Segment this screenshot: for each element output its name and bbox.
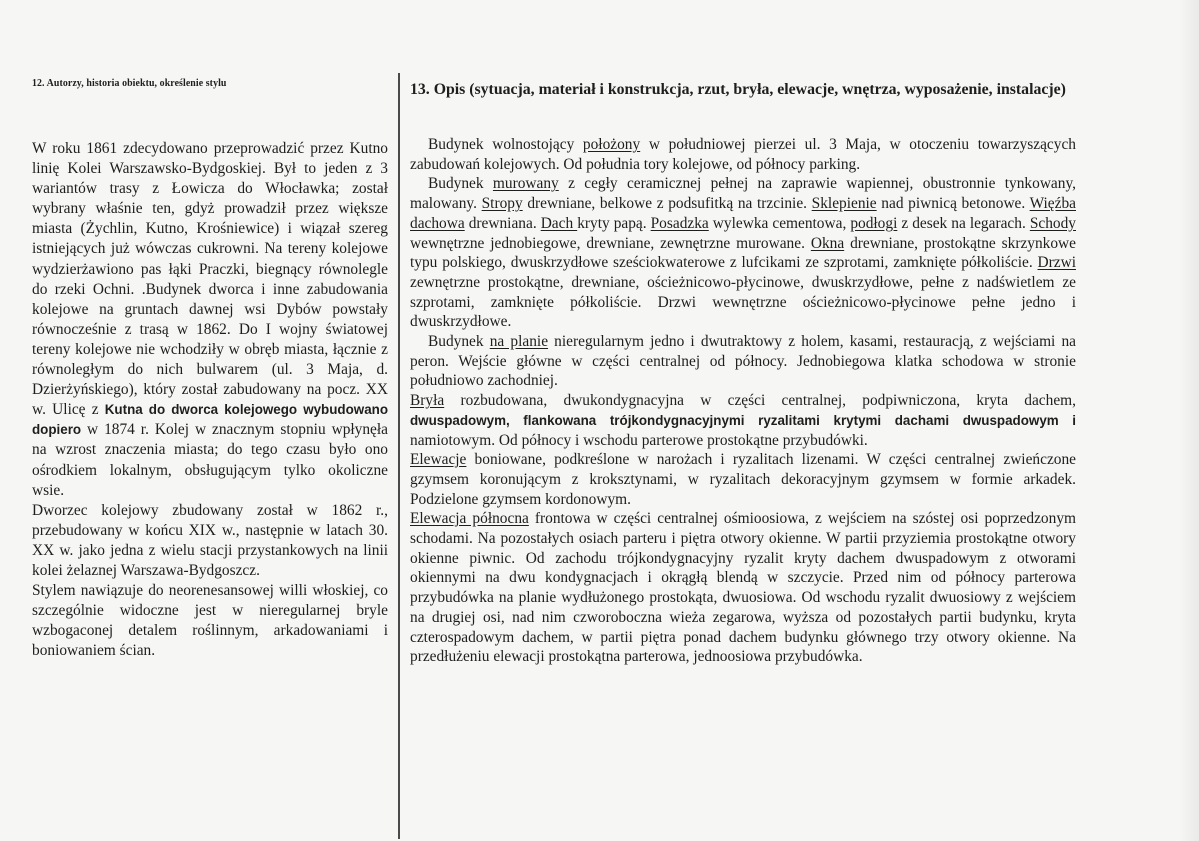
underlined-term: podłogi <box>850 214 898 232</box>
left-column <box>32 78 388 660</box>
underlined-term: Elewacje <box>410 451 467 469</box>
text-run: frontowa w części centralnej ośmioosiowa, z wejściem na szóstej osi poprzedzonym schodami. Na pozostałych osiach parteru i piętra otwory okienne. W partii przyziemia prostokątne otwory okienne piwnic. Od zachodu trójkondygnacyjny ryzalit kryty dachem dwuspadowym z otworami okiennymi na dwu kondygnacjach i okrągłą blendą w szczycie. Przed nim od północy parterowa przybudówka na planie wydłużonego prostokąta, dwuosiowa. Od wschodu ryzalit dwuosiowy z wejściem na drugiej osi, nad nim czworoboczna wieża zegarowa, wyższa od pozostałych partii budynku, kryta czterospadowym dachem, w partii piętra ponad dachem budynku głównego trzy otwory okienne. Na przedłużeniu elewacji prostokątna parterowa, jednoosiowa przybudówka. <box>410 510 1076 666</box>
text-run: w południowej pierzei ul. 3 Maja, w otoczeniu towarzyszących zabudowań kolejowych. Od południa tory kolejowe, od północy parking. <box>410 136 1076 173</box>
text-run: namiotowym. Od północy i wschodu parterowe prostokątne przybudówki. <box>410 431 868 449</box>
style-paragraph <box>32 581 388 661</box>
underlined-term: Drzwi <box>1037 254 1076 272</box>
text-run: Budynek <box>428 333 490 351</box>
underlined-term: na planie <box>489 333 549 351</box>
text-run: wylewka cementowa, <box>708 214 851 232</box>
text-run: kryty papą. <box>577 214 651 232</box>
underlined-term: Stropy <box>481 195 523 213</box>
text-run: Budynek wolnostojący <box>428 136 583 153</box>
massing-paragraph <box>410 391 1076 450</box>
situation-paragraph <box>410 135 1076 174</box>
underlined-term: Okna <box>810 234 845 252</box>
section-13-body <box>410 135 1076 667</box>
text-run: boniowane, podkreślone w narożach i ryzalitach lizenami. W części centralnej zwieńczone gzymsem koronującym z kroksztynami, w ryzalitach dekoracyjnym gzymsem w formie arkadek. Podzielone gzymsem kordonowym. <box>410 451 1076 508</box>
text-run: z cegły ceramicznej pełnej na zaprawie wapiennej, obustronnie tynkowany, malowany. <box>410 175 1076 213</box>
text-run: drewniane, belkowe z podsufitką na trzcinie. <box>522 195 812 213</box>
section-12-body <box>32 139 388 661</box>
section-12-heading: 12. Autorzy, historia obiektu, określenie stylu <box>32 78 227 89</box>
text-run: nad piwnicą betonowe. <box>876 195 1030 213</box>
bold-text-run: dwuspadowym, flankowana trójkondygnacyjnymi ryzalitami krytymi dachami dwuspadowym i <box>410 412 1076 428</box>
text-run: Dworzec kolejowy zbudowany został w 1862 r., przebudowany w końcu XIX w., następnie w latach 30. XX w. jako jedna z wielu stacji przystankowych na linii kolei żelaznej Warszawa-Bydgoszcz. <box>32 501 388 579</box>
plan-paragraph <box>410 332 1076 391</box>
bold-text-run: Kutna do dworca kolejowego wybudowano dopiero <box>32 402 388 438</box>
underlined-term: Elewacja północna <box>410 510 529 528</box>
text-run: drewniane, prostokątne skrzynkowe typu polskiego, dwuskrzydłowe sześciokwaterowe z lufcikami ze szprotami, zamknięte półkoliście. <box>410 234 1076 272</box>
underlined-term: Więźba dachowa <box>410 195 1076 232</box>
column-divider <box>398 73 400 839</box>
underlined-term: Dach <box>540 214 578 232</box>
text-run: z desek na legarach. <box>897 214 1030 232</box>
materials-paragraph <box>410 174 1076 332</box>
text-run: wewnętrzne jednobiegowe, drewniane, zewnętrzne murowane. <box>410 234 811 252</box>
text-run: W roku 1861 zdecydowano przeprowadzić przez Kutno linię Kolei Warszawsko-Bydgoskiej. Był to jeden z 3 wariantów trasy z Łowicza do Włocławka; został wybrany właśnie ten, gdyż prowadził przez większe miasta (Żychlin, Kutno, Krośniewice) i wiązał szereg istniejących już wówczas cukrowni. Na tereny kolejowe wydzierżawiono pas łąki Praczki, biegnący równolegle do rzeki Ochni. .Budynek dworca i inne zabudowania kolejowe na gruntach dawnej wsi Dybów powstały równocześnie z trasą w 1862. Do I wojny światowej tereny kolejowe nie wchodziły w obręb miasta, łącznie z równoległym do nich bulwarem (ul. 3 Maja, d. Dzierżyńskiego), który został zabudowany na pocz. XX w. Ulicę z <box>32 140 388 419</box>
text-run: Budynek <box>428 175 493 193</box>
underlined-term: Bryła <box>410 392 445 410</box>
underlined-term: Schody <box>1029 214 1076 232</box>
section-13-heading: 13. Opis (sytuacja, materiał i konstrukcja, rzut, bryła, elewacje, wnętrza, wyposażenie, instalacje) <box>410 81 1066 98</box>
north-elevation-paragraph <box>410 509 1076 667</box>
page-edge-shadow <box>1179 0 1199 841</box>
text-run: drewniana. <box>464 214 541 232</box>
elevations-paragraph <box>410 450 1076 509</box>
history-paragraph <box>32 139 388 501</box>
underlined-term: Sklepienie <box>811 195 877 213</box>
underlined-term: położony <box>582 136 641 153</box>
text-run: w 1874 r. Kolej w znacznym stopniu wpłynęła na wzrost znaczenia miasta; do tego czasu było ono ośrodkiem lokalnym, obsługującym tylko okoliczne wsie. <box>32 421 388 499</box>
text-run: Stylem nawiązuje do neorenesansowej willi włoskiej, co szczególnie widoczne jest w nieregularnej bryle wzbogaconej detalem roślinnym, arkadowaniami i boniowaniem ścian. <box>32 582 388 660</box>
text-run: zewnętrzne prostokątne, drewniane, ościeżnicowo-płycinowe, dwuskrzydłowe, pełne z nadświetlem ze szprotami, zamknięte półkoliście. Drzwi wewnętrzne ościeżnicowo-płycinowe pełne jedno i dwuskrzydłowe. <box>410 273 1076 331</box>
text-run: rozbudowana, dwukondygnacyjna w części centralnej, podpiwniczona, kryta dachem, <box>444 392 1076 410</box>
station-paragraph <box>32 501 388 581</box>
underlined-term: murowany <box>492 175 559 193</box>
underlined-term: Posadzka <box>650 214 709 232</box>
right-column <box>410 79 1077 666</box>
text-run: nieregularnym jedno i dwutraktowy z holem, kasami, restauracją, z wejściami na peron. Wejście główne w części centralnej od północy. Jednobiegowa klatka schodowa w stronie południowo zachodniej. <box>410 333 1077 390</box>
